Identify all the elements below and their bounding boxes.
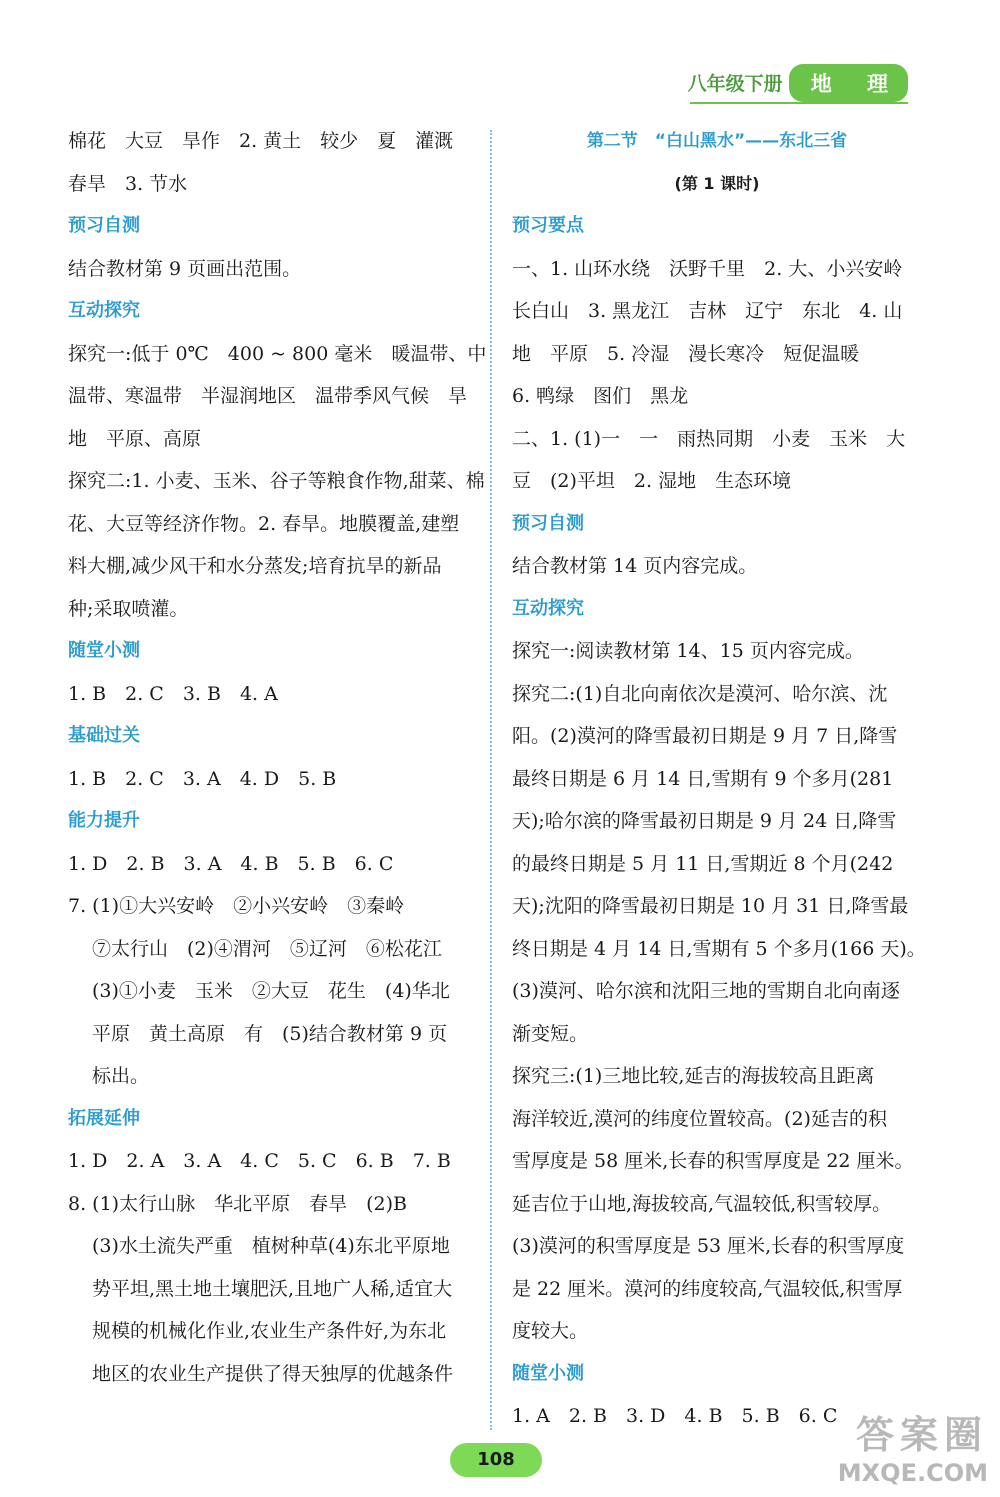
text-line: 地 平原、高原 [68, 427, 202, 450]
text-line: 规模的机械化作业,农业生产条件好,为东北 [92, 1320, 447, 1342]
text-line: 阳。(2)漠河的降雪最初日期是 9 月 7 日,降雪 [512, 725, 898, 747]
text-line: 料大棚,减少风干和水分蒸发;培育抗旱的新品 [68, 555, 442, 577]
text-line: 平原 黄土高原 有 (5)结合教材第 9 页 [92, 1022, 448, 1045]
text-line: 探究二:(1)自北向南依次是漠河、哈尔滨、沈 [512, 682, 888, 705]
page-header [688, 62, 908, 102]
text-line: 8. (1)太行山脉 华北平原 春旱 (2)B [68, 1192, 407, 1215]
section-heading: 随堂小测 [512, 1362, 584, 1384]
section-heading: 预习要点 [512, 215, 584, 236]
watermark-url: MXQE.COM [837, 1459, 988, 1487]
text-line: 花、大豆等经济作物。2. 春旱。地膜覆盖,建塑 [68, 512, 460, 535]
text-line: 渐变短。 [512, 1022, 589, 1045]
left-column [68, 120, 487, 1395]
section-heading: 预习自测 [68, 215, 140, 236]
text-line: 延吉位于山地,海拔较高,气温较低,积雪较厚。 [512, 1192, 892, 1215]
text-line: 1. A 2. B 3. D 4. B 5. B 6. C [512, 1405, 838, 1427]
text-line: 终日期是 4 月 14 日,雪期有 5 个多月(166 天)。 [512, 937, 926, 960]
section-heading: 互动探究 [512, 597, 584, 619]
text-line: 二、1. (1)一 一 雨热同期 小麦 玉米 大 [512, 427, 906, 450]
text-line: (3)漠河的积雪厚度是 53 厘米,长春的积雪厚度 [512, 1235, 905, 1257]
text-line: 势平坦,黑土地土壤肥沃,且地广人稀,适宜大 [92, 1277, 453, 1300]
text-line: 天);哈尔滨的降雪最初日期是 9 月 24 日,降雪 [512, 810, 897, 832]
text-line: 结合教材第 9 页画出范围。 [68, 257, 302, 280]
text-line: 春旱 3. 节水 [68, 172, 188, 195]
text-line: 是 22 厘米。漠河的纬度较高,气温较低,积雪厚 [512, 1277, 903, 1300]
text-line: 探究一:阅读教材第 14、15 页内容完成。 [512, 640, 864, 662]
text-line: 结合教材第 14 页内容完成。 [512, 555, 758, 577]
text-line: 1. D 2. A 3. A 4. C 5. C 6. B 7. B [68, 1150, 451, 1172]
text-line: 探究一:低于 0℃ 400 ~ 800 毫米 暖温带、中 [68, 342, 487, 365]
text-line: 的最终日期是 5 月 11 日,雪期近 8 个月(242 [512, 852, 894, 875]
section-heading: 互动探究 [68, 300, 140, 321]
right-column [512, 120, 926, 1438]
section-title: 第二节 “白山黑水”——东北三省 [586, 131, 848, 151]
lesson-label: (第 1 课时) [674, 173, 760, 193]
text-line: (3)水土流失严重 植树种草(4)东北平原地 [92, 1235, 450, 1257]
page-number: 108 [450, 1443, 542, 1477]
watermark-logo: 答案圈 [855, 1413, 988, 1457]
subject-badge: 地 理 [789, 64, 908, 102]
text-line: 探究三:(1)三地比较,延吉的海拔较高且距离 [512, 1065, 875, 1087]
section-heading: 能力提升 [68, 810, 140, 831]
section-heading: 基础过关 [68, 725, 140, 746]
text-line: (3)①小麦 玉米 ②大豆 花生 (4)华北 [92, 980, 450, 1002]
text-line: 最终日期是 6 月 14 日,雪期有 9 个多月(281 [512, 767, 894, 790]
watermark [838, 1404, 988, 1487]
text-line: 豆 (2)平坦 2. 湿地 生态环境 [512, 470, 792, 492]
text-line: 天);沈阳的降雪最初日期是 10 月 31 日,降雪最 [512, 895, 909, 917]
section-heading: 预习自测 [512, 512, 584, 534]
header-rule [690, 102, 908, 104]
text-line: 长白山 3. 黑龙江 吉林 辽宁 东北 4. 山 [512, 300, 903, 322]
column-divider [490, 130, 492, 1430]
section-heading: 随堂小测 [68, 640, 140, 661]
text-line: 7. (1)①大兴安岭 ②小兴安岭 ③秦岭 [68, 895, 405, 917]
text-line: 1. B 2. C 3. B 4. A [68, 682, 278, 705]
text-line: (3)漠河、哈尔滨和沈阳三地的雪期自北向南逐 [512, 980, 900, 1002]
text-line: 地 平原 5. 冷湿 漫长寒冷 短促温暖 [512, 342, 860, 365]
text-line: 一、1. 山环水绕 沃野千里 2. 大、小兴安岭 [512, 257, 903, 280]
text-line: 棉花 大豆 旱作 2. 黄土 较少 夏 灌溉 [68, 130, 454, 152]
text-line: 雪厚度是 58 厘米,长春的积雪厚度是 22 厘米。 [512, 1150, 914, 1172]
text-line: 1. B 2. C 3. A 4. D 5. B [68, 767, 337, 790]
text-line: ⑦太行山 (2)④渭河 ⑤辽河 ⑥松花江 [92, 937, 442, 960]
text-line: 度较大。 [512, 1320, 589, 1342]
text-line: 温带、寒温带 半湿润地区 温带季风气候 旱 [68, 385, 468, 407]
text-line: 6. 鸭绿 图们 黑龙 [512, 385, 689, 407]
text-line: 地区的农业生产提供了得天独厚的优越条件 [92, 1362, 454, 1385]
section-heading: 拓展延伸 [68, 1107, 140, 1129]
text-line: 海洋较近,漠河的纬度位置较高。(2)延吉的积 [512, 1107, 887, 1130]
text-line: 探究二:1. 小麦、玉米、谷子等粮食作物,甜菜、棉 [68, 470, 485, 492]
text-line: 标出。 [92, 1065, 150, 1087]
text-line: 种;采取喷灌。 [68, 597, 189, 620]
grade-label: 八年级下册 [687, 73, 783, 95]
text-line: 1. D 2. B 3. A 4. B 5. B 6. C [68, 852, 394, 875]
